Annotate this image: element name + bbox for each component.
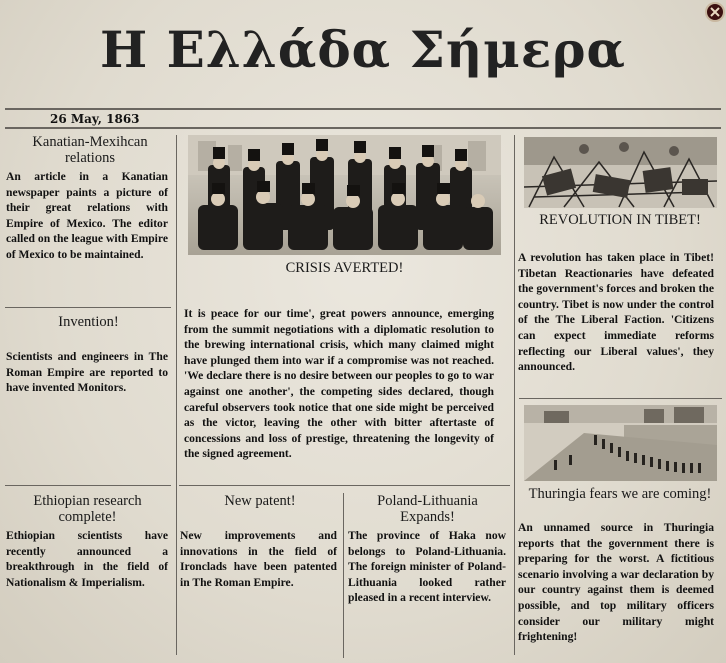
left-col-divider-2: [5, 485, 171, 486]
date-rule: [5, 127, 721, 129]
newspaper-masthead: Η Ελλάδα Σήμερα: [99, 20, 626, 79]
tibet-body: A revolution has taken place in Tibet! Tibetan Reactionaries have defeated the government's forces and broken the country. Tibet is now under the control of the The Liberal Faction. 'Citizens can expect immediate reforms reflecting our Liberal values', they announced.: [518, 251, 714, 374]
issue-date: 26 May, 1863: [50, 112, 140, 126]
column-rule-left: [176, 135, 177, 655]
column-rule-right: [514, 135, 515, 655]
patent-headline: New patent!: [224, 493, 296, 509]
poland-headline: Poland-Lithuania Expands!: [377, 493, 478, 525]
close-icon: [710, 7, 720, 17]
thuringia-body: An unnamed source in Thuringia reports that the government there is preparing for the worst. A fictitious scenario involving a war declaration by our country against them is deemed possible, and top military officers consider our military might frightening!: [518, 521, 714, 644]
patent-body: New improvements and innovations in the field of Ironclads have been patented in The Roman Empire.: [180, 529, 337, 589]
troops-photo: [524, 405, 717, 481]
right-col-divider: [519, 398, 722, 399]
tibet-headline: REVOLUTION IN TIBET!: [539, 212, 701, 228]
masthead-rule: [5, 108, 721, 110]
poland-body: The province of Haka now belongs to Poland-Lithuania. The foreign minister of Poland-Lithuania looked rather pleased in a recent interview.: [348, 529, 506, 605]
ethiopian-headline: Ethiopian research complete!: [33, 493, 142, 525]
ethiopian-body: Ethiopian scientists have recently announced a breakthrough in the field of Nationalism & Imperialism.: [6, 529, 168, 589]
column-rule-center: [343, 493, 344, 658]
thuringia-headline: Thuringia fears we are coming!: [528, 486, 712, 502]
center-bottom-divider: [179, 485, 510, 486]
revolution-illustration: [524, 137, 717, 208]
crisis-headline: CRISIS AVERTED!: [285, 260, 404, 276]
kanatian-headline: Kanatian-Mexihcan relations: [32, 134, 148, 166]
summit-photo: [188, 135, 501, 255]
crisis-body: It is peace for our time', great powers announce, emerging from the summit negotiations with a diplomatic resolution to the brewing international crisis, which many claimed might have plunged them into war if a compromise was not reached. 'We declare there is no desire between our peoples to go to war against one another', the competing sides declared, though careful observers took notice that one side might be perceived as the victor, leaving the other with bitter aftertaste of concessions and loss of prestige, threatening the longevity of the signed agreement.: [184, 307, 494, 461]
invention-body: Scientists and engineers in The Roman Empire are reported to have invented Monitors.: [6, 350, 168, 395]
close-button[interactable]: [705, 2, 725, 22]
kanatian-body: An article in a Kanatian newspaper paints a picture of their great relations with Empire of Mexico. The editor called on the league with Empire of Mexico to be maintained.: [6, 170, 168, 261]
invention-headline: Invention!: [58, 314, 119, 330]
left-col-divider-1: [5, 307, 171, 308]
